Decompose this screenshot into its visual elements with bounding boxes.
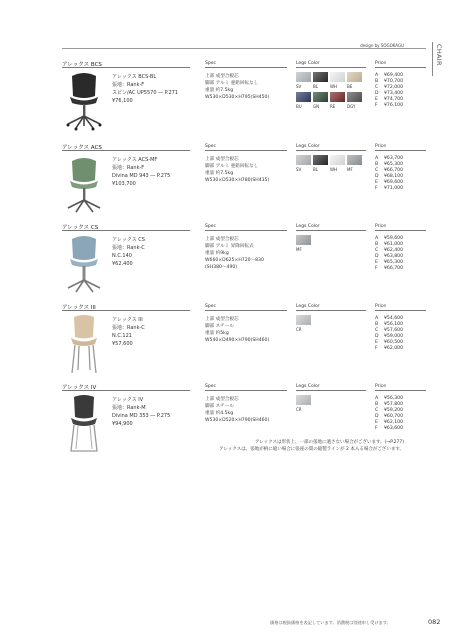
section-tab-label: CHAIR xyxy=(435,44,443,66)
price-list xyxy=(375,73,403,110)
model-line: ¥62,400 xyxy=(112,261,133,267)
color-swatch xyxy=(296,72,311,82)
color-swatch-label: BL xyxy=(313,84,318,89)
spec-rule xyxy=(205,230,287,231)
price-rank: A xyxy=(375,73,379,78)
color-swatch xyxy=(313,92,328,102)
price-value: ¥70,700 xyxy=(384,79,403,85)
model-line: ¥94,900 xyxy=(112,421,133,427)
model-line: N.C.121 xyxy=(112,333,132,339)
product-title: アレックス IV xyxy=(62,385,97,391)
price-value: ¥57,600 xyxy=(384,328,403,334)
model-line: 張地：Rank-C xyxy=(112,245,145,251)
price-value: ¥65,300 xyxy=(384,162,403,168)
spec-info xyxy=(205,236,264,271)
spec-rule xyxy=(205,390,287,391)
price-value: ¥56,100 xyxy=(384,322,403,328)
price-rank: F xyxy=(375,266,378,272)
legs-color-column-label: Legs Color xyxy=(296,224,320,229)
color-swatch-label: RE xyxy=(330,104,336,109)
page-number: 082 xyxy=(428,618,441,626)
legs-color-rule xyxy=(296,150,366,151)
price-rank: E xyxy=(375,180,378,186)
model-info xyxy=(112,316,145,348)
header-rule xyxy=(62,48,426,49)
spec-line: 脚部 アルミ 亜鉛回転なし xyxy=(205,81,259,86)
spec-line: W530×D520×H790(SH460) xyxy=(205,418,270,423)
color-swatch xyxy=(296,155,311,165)
spec-line: 重量 約9kg xyxy=(205,251,229,256)
note-line: アレックスは形状上、一部の張地に適さない場合がございます。(→P.277) xyxy=(254,440,404,445)
color-swatch-label: GN xyxy=(313,104,320,109)
model-line: アレックス ACS-MF xyxy=(112,157,158,163)
price-value: ¥66,700 xyxy=(384,266,403,272)
price-rank: D xyxy=(375,334,379,340)
price-rule xyxy=(375,67,426,68)
color-swatch-label: MF xyxy=(347,167,353,172)
spec-line: (SH380〜490) xyxy=(205,265,238,270)
spec-line: 上部 成型合板芯 xyxy=(205,317,239,322)
price-value: ¥61,000 xyxy=(384,242,403,248)
title-rule xyxy=(62,310,190,311)
spec-line: 上部 成型合板芯 xyxy=(205,237,239,242)
color-swatch-label: BE xyxy=(347,84,353,89)
spec-rule xyxy=(205,310,287,311)
model-info xyxy=(112,73,178,105)
spec-line: 重量 約4.5kg xyxy=(205,411,234,416)
product-title: アレックス III xyxy=(62,305,96,311)
color-swatch xyxy=(347,155,362,165)
legs-color-rule xyxy=(296,310,366,311)
color-swatch-label: CR xyxy=(296,327,302,332)
model-line: スピン/AC UP5570 ― P.271 xyxy=(112,90,179,96)
spec-column-label: Spec xyxy=(205,144,216,149)
price-rule xyxy=(375,230,426,231)
color-swatch xyxy=(330,92,345,102)
price-rank: A xyxy=(375,156,379,161)
spec-rule xyxy=(205,150,287,151)
price-rank: C xyxy=(375,85,379,91)
price-value: ¥63,700 xyxy=(384,156,403,161)
spec-column-label: Spec xyxy=(205,224,216,229)
color-swatch-label: CR xyxy=(296,407,302,412)
price-rule xyxy=(375,310,426,311)
price-rank: B xyxy=(375,242,379,248)
chair-image xyxy=(62,393,106,455)
legs-color-column-label: Legs Color xyxy=(296,61,320,66)
spec-column-label: Spec xyxy=(205,384,216,389)
section-tab-bar xyxy=(432,42,433,76)
spec-info xyxy=(205,73,269,101)
price-list xyxy=(375,396,403,433)
price-rank: C xyxy=(375,408,379,414)
price-list xyxy=(375,156,403,193)
spec-line: W540×D490×H790(SH460) xyxy=(205,338,270,343)
spec-line: 重量 約5kg xyxy=(205,331,229,336)
legs-color-column-label: Legs Color xyxy=(296,304,320,309)
price-value: ¥74,700 xyxy=(384,97,403,103)
price-value: ¥57,800 xyxy=(384,402,403,408)
color-swatch-label: SV xyxy=(296,167,302,172)
spec-info xyxy=(205,316,269,344)
product-title: アレックス ACS xyxy=(62,145,102,151)
price-value: ¥69,600 xyxy=(384,180,403,186)
price-value: ¥69,400 xyxy=(384,73,403,78)
chair-image xyxy=(62,313,106,375)
price-rule xyxy=(375,390,426,391)
price-rank: D xyxy=(375,174,379,180)
title-rule xyxy=(62,230,190,231)
price-list xyxy=(375,236,403,273)
spec-line: W530×D530×H780(SH435) xyxy=(205,178,270,183)
price-rank: F xyxy=(375,103,378,109)
price-rank: B xyxy=(375,79,379,85)
price-rank: C xyxy=(375,248,379,254)
price-value: ¥68,100 xyxy=(384,174,403,180)
spec-column-label: Spec xyxy=(205,61,216,66)
product-title: アレックス CS xyxy=(62,225,99,231)
price-rank: C xyxy=(375,168,379,174)
color-swatch xyxy=(347,72,362,82)
price-rank: D xyxy=(375,91,379,97)
price-rank: E xyxy=(375,420,378,426)
legs-color-rule xyxy=(296,67,366,68)
color-swatch xyxy=(296,92,311,102)
price-rank: A xyxy=(375,236,379,241)
color-swatch xyxy=(296,235,311,245)
color-swatch xyxy=(330,72,345,82)
model-line: アレックス III xyxy=(112,317,143,323)
chair-image xyxy=(62,70,106,132)
price-rank: D xyxy=(375,414,379,420)
model-info xyxy=(112,396,170,428)
price-rank: B xyxy=(375,402,379,408)
spec-line: 脚部 スチール xyxy=(205,324,234,329)
price-value: ¥66,700 xyxy=(384,168,403,174)
product-title: アレックス BCS xyxy=(62,62,102,68)
model-line: ¥103,700 xyxy=(112,181,136,187)
color-swatch-label: WH xyxy=(330,167,337,172)
model-line: 張地：Rank-M xyxy=(112,405,146,411)
spec-line: 上部 成型合板芯 xyxy=(205,157,239,162)
title-rule xyxy=(62,390,190,391)
model-line: Divina MD 353 ― P.275 xyxy=(112,413,171,419)
model-line: アレックス IV xyxy=(112,397,144,403)
price-value: ¥71,000 xyxy=(384,186,403,192)
price-rank: F xyxy=(375,346,378,352)
model-line: アレックス CS xyxy=(112,237,145,243)
spec-line: W530×D530×H795(SH450) xyxy=(205,95,270,100)
price-value: ¥73,400 xyxy=(384,91,403,97)
color-swatch-label: SV xyxy=(296,84,302,89)
price-value: ¥54,600 xyxy=(384,316,403,321)
color-swatch xyxy=(296,315,311,325)
price-rank: F xyxy=(375,186,378,192)
spec-line: 脚部 アルミ 亜鉛回転なし xyxy=(205,164,259,169)
legs-color-column-label: Legs Color xyxy=(296,144,320,149)
price-rank: C xyxy=(375,328,379,334)
price-value: ¥60,500 xyxy=(384,340,403,346)
price-rank: E xyxy=(375,97,378,103)
price-value: ¥59,000 xyxy=(384,334,403,340)
price-value: ¥56,300 xyxy=(384,396,403,401)
color-swatch xyxy=(296,395,311,405)
legs-color-rule xyxy=(296,230,366,231)
chair-image xyxy=(62,233,106,295)
model-line: Divina MD 943 ― P.275 xyxy=(112,173,171,179)
footer-disclaimer: 価格は税抜価格を表記しています。消費税は別途申し受けます。 xyxy=(270,620,391,625)
model-line: ¥57,600 xyxy=(112,341,133,347)
price-rank: A xyxy=(375,316,379,321)
price-value: ¥76,100 xyxy=(384,103,403,109)
price-rule xyxy=(375,150,426,151)
price-row xyxy=(375,346,403,352)
price-value: ¥65,300 xyxy=(384,260,403,266)
color-swatch xyxy=(330,155,345,165)
chair-image xyxy=(62,153,106,215)
model-info xyxy=(112,156,170,188)
color-swatch-label: MF xyxy=(296,247,302,252)
price-row xyxy=(375,426,403,432)
price-row xyxy=(375,103,403,109)
legs-color-rule xyxy=(296,390,366,391)
spec-line: 上部 成型合板芯 xyxy=(205,74,239,79)
color-swatch-label: DGY xyxy=(347,104,356,109)
price-value: ¥62,400 xyxy=(384,248,403,254)
price-value: ¥62,100 xyxy=(384,420,403,426)
title-rule xyxy=(62,150,190,151)
price-row xyxy=(375,186,403,192)
price-row xyxy=(375,266,403,272)
price-column-label: Price xyxy=(375,61,386,66)
notes xyxy=(219,440,404,453)
price-rank: E xyxy=(375,340,378,346)
price-value: ¥59,200 xyxy=(384,408,403,414)
color-swatch-label: BU xyxy=(296,104,302,109)
color-swatch xyxy=(347,92,362,102)
designer-credit: design by SOGOKAGU xyxy=(360,43,404,48)
price-list xyxy=(375,316,403,353)
color-swatch xyxy=(313,72,328,82)
model-line: 張地：Rank-F xyxy=(112,82,145,88)
legs-color-column-label: Legs Color xyxy=(296,384,320,389)
price-column-label: Price xyxy=(375,304,386,309)
price-value: ¥62,000 xyxy=(384,346,403,352)
spec-info xyxy=(205,156,269,184)
model-line: アレックス BCS-BL xyxy=(112,74,157,80)
spec-line: 上部 成型合板芯 xyxy=(205,397,239,402)
model-line: 張地：Rank-F xyxy=(112,165,145,171)
price-column-label: Price xyxy=(375,144,386,149)
spec-line: 重量 約7.5kg xyxy=(205,171,234,176)
spec-column-label: Spec xyxy=(205,304,216,309)
model-info xyxy=(112,236,145,268)
price-rank: F xyxy=(375,426,378,432)
price-value: ¥59,600 xyxy=(384,236,403,241)
price-value: ¥63,600 xyxy=(384,426,403,432)
model-line: ¥76,100 xyxy=(112,98,133,104)
price-value: ¥72,000 xyxy=(384,85,403,91)
price-value: ¥63,800 xyxy=(384,254,403,260)
color-swatch-label: WH xyxy=(330,84,337,89)
color-swatch xyxy=(313,155,328,165)
price-rank: B xyxy=(375,162,379,168)
title-rule xyxy=(62,67,190,68)
price-rank: A xyxy=(375,396,379,401)
note-line: アレックスは、張地が柄に縫い場合に張座の間の縫製ラインが 2 本入る場合がございます。 xyxy=(219,446,404,452)
spec-line: 脚部 アルミ 昇降回転式 xyxy=(205,244,254,249)
model-line: N.C.140 xyxy=(112,253,132,259)
price-value: ¥60,700 xyxy=(384,414,403,420)
model-line: 張地：Rank-C xyxy=(112,325,145,331)
spec-line: 脚部 スチール xyxy=(205,404,234,409)
price-column-label: Price xyxy=(375,224,386,229)
spec-info xyxy=(205,396,269,424)
price-rank: D xyxy=(375,254,379,260)
price-column-label: Price xyxy=(375,384,386,389)
spec-line: W660×D625×H720〜830 xyxy=(205,258,264,263)
price-rank: E xyxy=(375,260,378,266)
section-tab xyxy=(432,42,446,76)
color-swatch-label: BL xyxy=(313,167,318,172)
spec-line: 重量 約7.5kg xyxy=(205,88,234,93)
spec-rule xyxy=(205,67,287,68)
price-rank: B xyxy=(375,322,379,328)
